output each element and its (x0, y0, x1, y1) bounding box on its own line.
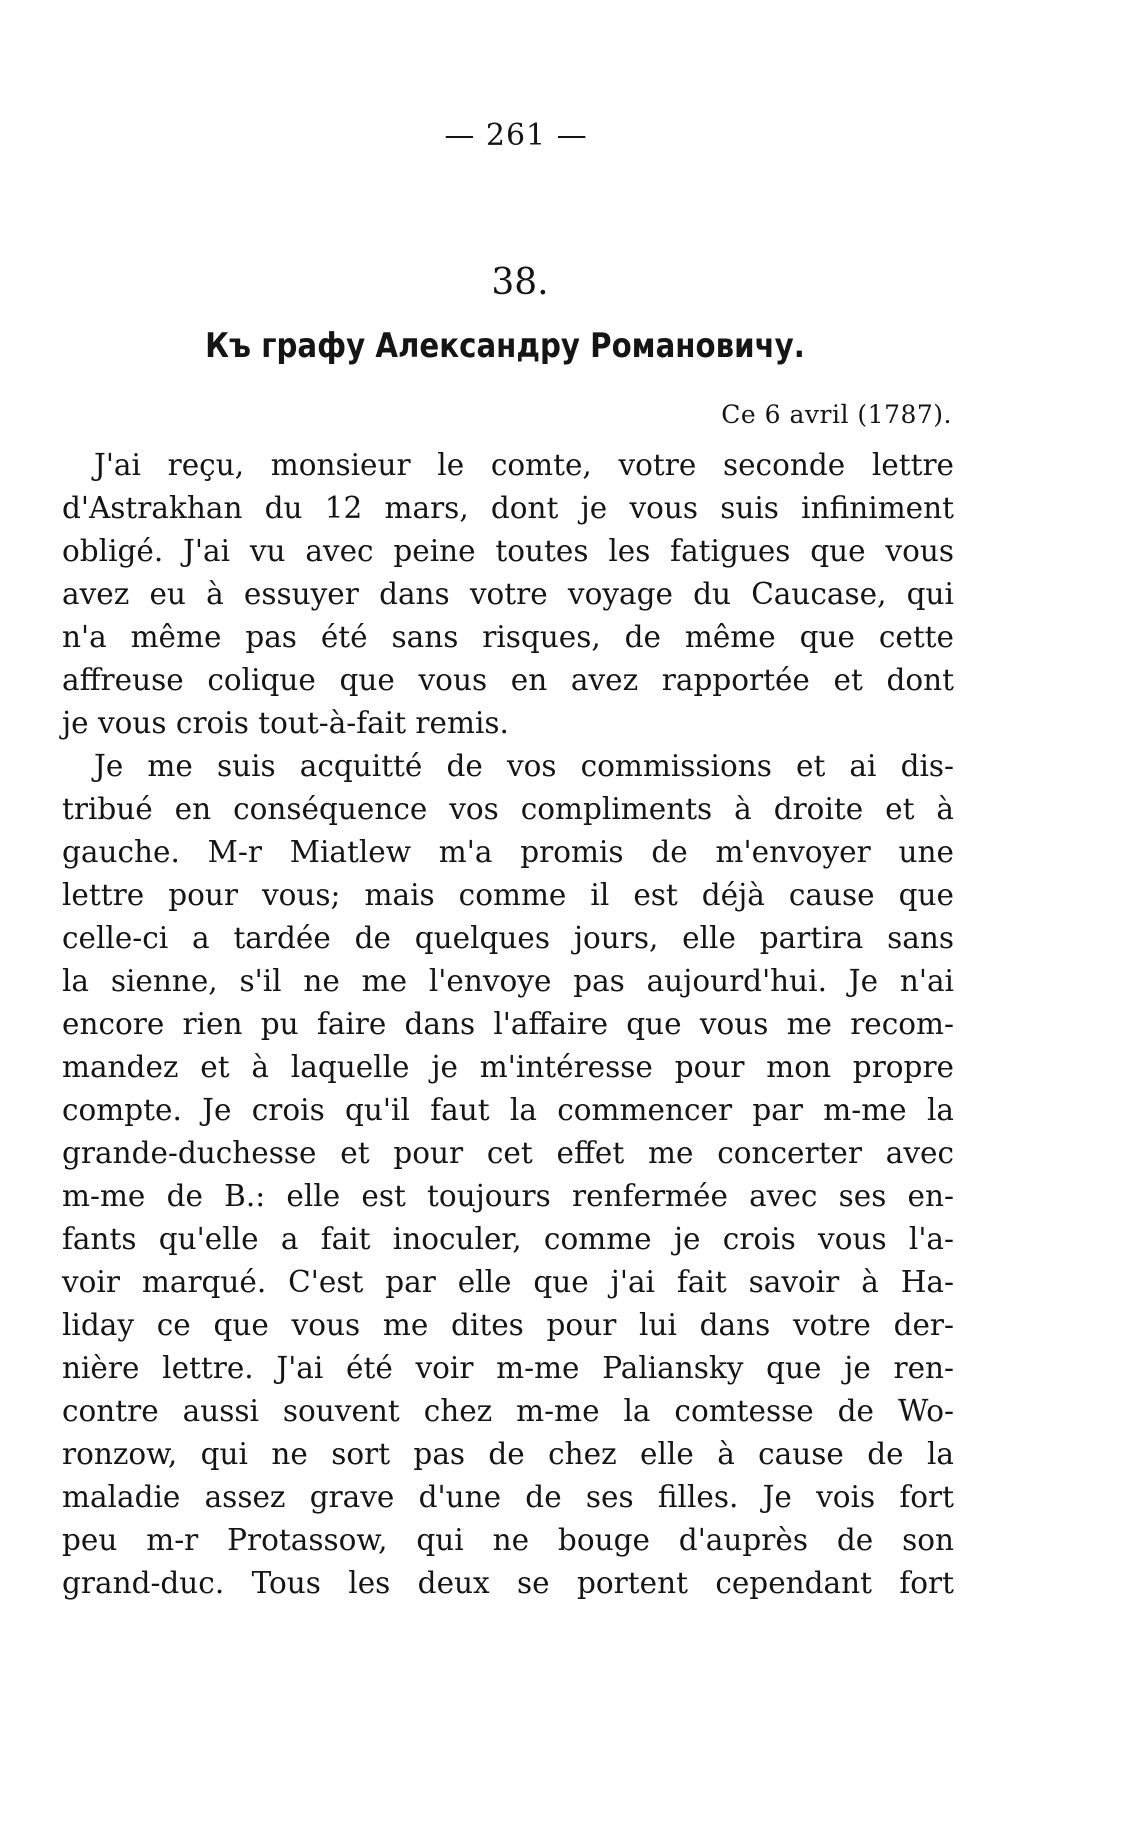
letter-heading: Къ графу Александру Романовичу. (205, 326, 805, 366)
text-line: gauche. M-r Miatlew m'a promis de m'envoyer une (62, 835, 954, 869)
text-line: grande-duchesse et pour cet effet me concerter avec (62, 1136, 954, 1170)
text-line: affreuse colique que vous en avez rapportée et dont (62, 663, 954, 697)
text-line: obligé. J'ai vu avec peine toutes les fatigues que vous (62, 534, 954, 568)
page-number: — 261 — (444, 118, 588, 153)
text-line: avez eu à essuyer dans votre voyage du Caucase, qui (62, 577, 954, 611)
text-line: ronzow, qui ne sort pas de chez elle à cause de la (62, 1437, 954, 1471)
text-line: fants qu'elle a fait inoculer, comme je crois vous l'a- (62, 1222, 954, 1256)
text-line: compte. Je crois qu'il faut la commencer par m-me la (62, 1093, 954, 1127)
text-line: J'ai reçu, monsieur le comte, votre seconde lettre (94, 448, 954, 482)
text-line: tribué en conséquence vos compliments à droite et à (62, 792, 954, 826)
text-line: peu m-r Protassow, qui ne bouge d'auprès de son (62, 1523, 954, 1557)
text-line: Je me suis acquitté de vos commissions et ai dis- (94, 749, 954, 783)
text-line: mandez et à laquelle je m'intéresse pour mon propre (62, 1050, 954, 1084)
text-line: voir marqué. C'est par elle que j'ai fait savoir à Ha- (62, 1265, 954, 1299)
text-line: lettre pour vous; mais comme il est déjà cause que (62, 878, 954, 912)
text-line: encore rien pu faire dans l'affaire que vous me recom- (62, 1007, 954, 1041)
text-line: m-me de B.: elle est toujours renfermée avec ses en- (62, 1179, 954, 1213)
text-line: liday ce que vous me dites pour lui dans votre der- (62, 1308, 954, 1342)
letter-number: 38. (491, 262, 549, 303)
text-line: maladie assez grave d'une de ses filles. Je vois fort (62, 1480, 954, 1514)
text-line: d'Astrakhan du 12 mars, dont je vous suis infiniment (62, 491, 954, 525)
text-line: grand-duc. Tous les deux se portent cependant fort (62, 1566, 954, 1600)
text-line: la sienne, s'il ne me l'envoye pas aujourd'hui. Je n'ai (62, 964, 954, 998)
text-line: celle-ci a tardée de quelques jours, elle partira sans (62, 921, 954, 955)
text-line: nière lettre. J'ai été voir m-me Paliansky que je ren- (62, 1351, 954, 1385)
text-line: contre aussi souvent chez m-me la comtesse de Wo- (62, 1394, 954, 1428)
letter-body (62, 444, 954, 1605)
text-line: je vous crois tout-à-fait remis. (62, 706, 509, 740)
letter-dateline: Ce 6 avril (1787). (721, 400, 952, 429)
text-line: n'a même pas été sans risques, de même que cette (62, 620, 954, 654)
